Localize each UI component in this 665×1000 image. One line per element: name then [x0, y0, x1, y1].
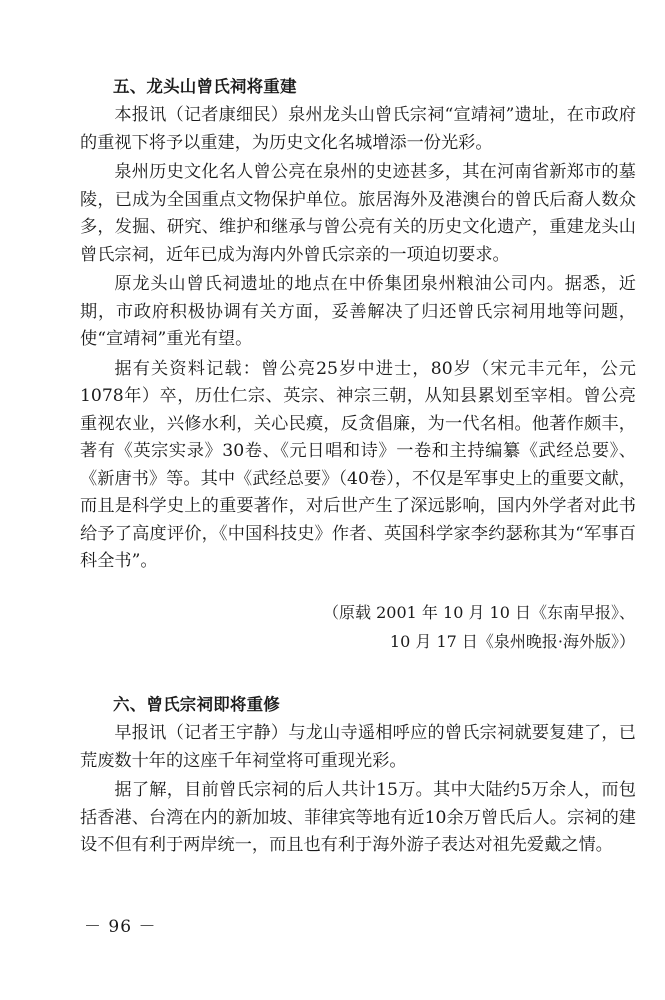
- paragraph: 据有关资料记载：曾公亮25岁中进士，80岁（宋元丰元年，公元1078年）卒，历仕仁宗、英宗、神宗三朝，从知县累划至宰相。曾公亮重视农业，兴修水利，关心民瘼，反贪倡廉，为一代名相。他著作颇丰，著有《英宗实录》30卷、《元日唱和诗》一卷和主持编纂《武经总要》、《新唐书》等。其中《武经总要》（40卷），不仅是军事史上的重要文献，而且是科学史上的重要著作，对后世产生了深远影响，国内外学者对此书给予了高度评价，《中国科技史》作者、英国科学家李约瑟称其为“军事百科全书”。: [80, 358, 636, 571]
- source-line: （原载 2001 年 10 月 10 日《东南早报》、: [323, 603, 635, 622]
- paragraph: 据了解，目前曾氏宗祠的后人共计15万。其中大陆约5万余人，而包括香港、台湾在内的新加坡、菲律宾等地有近10余万曾氏后人。宗祠的建设不但有利于两岸统一，而且也有利于海外游子表达对祖先爱戴之情。: [80, 780, 636, 855]
- section-heading: 六、曾氏宗祠即将重修: [113, 695, 280, 714]
- paragraph: 泉州历史文化名人曾公亮在泉州的史迹甚多，其在河南省新郑市的墓陵，已成为全国重点文物保护单位。旅居海外及港澳台的曾氏后裔人数众多，发掘、研究、维护和继承与曾公亮有关的历史文化遗产，重建龙头山曾氏宗祠，近年已成为海内外曾氏宗亲的一项迫切要求。: [80, 162, 636, 265]
- paragraph: 早报讯（记者王宇静）与龙山寺遥相呼应的曾氏宗祠就要复建了，已荒废数十年的这座千年祠堂将可重现光彩。: [80, 723, 636, 771]
- source-line: 10 月 17 日《泉州晚报·海外版》）: [389, 632, 635, 651]
- section-heading: 五、龙头山曾氏祠将重建: [113, 77, 297, 96]
- section-body: [80, 102, 636, 578]
- section-body: [80, 720, 636, 862]
- source-citation: [323, 598, 635, 656]
- paragraph: 原龙头山曾氏祠遗址的地点在中侨集团泉州粮油公司内。据悉，近期，市政府积极协调有关方面，妥善解决了归还曾氏宗祠用地等问题，使“宣靖祠”重光有望。: [80, 274, 636, 349]
- page-number: － 96 －: [84, 917, 157, 937]
- paragraph: 本报讯（记者康细民）泉州龙头山曾氏宗祠“宣靖祠”遗址，在市政府的重视下将予以重建，为历史文化名城增添一份光彩。: [80, 105, 636, 153]
